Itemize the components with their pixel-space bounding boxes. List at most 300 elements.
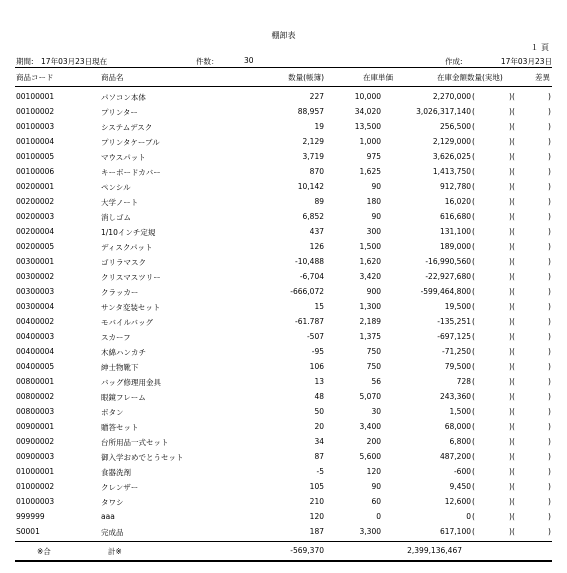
count-label: 件数： (196, 57, 219, 66)
book-quantity: 19 (314, 122, 324, 131)
unit-price: 90 (371, 482, 381, 491)
count-value: 30 (244, 56, 254, 65)
item-code: 00300004 (16, 302, 55, 311)
table-row (0, 479, 567, 494)
inventory-amount: -71,250 (442, 347, 471, 356)
diff-bracket-close: ) (548, 407, 551, 416)
item-name: パソコン本体 (101, 93, 146, 102)
unit-price: 750 (366, 362, 381, 371)
diff-bracket-close: ) (548, 122, 551, 131)
book-quantity: 106 (309, 362, 324, 371)
unit-price: 180 (366, 197, 381, 206)
unit-price: 90 (371, 182, 381, 191)
table-row (0, 224, 567, 239)
inventory-amount: 19,500 (444, 302, 471, 311)
book-quantity: 10,142 (297, 182, 324, 191)
inventory-amount: 487,200 (439, 452, 471, 461)
item-name: クリスマスツリー (101, 273, 161, 282)
item-code: 00900003 (16, 452, 55, 461)
amount-bracket-open: ( (472, 362, 475, 371)
inventory-amount: 12,600 (444, 497, 471, 506)
col-header-code: 商品コード (16, 73, 54, 82)
item-code: 00100004 (16, 137, 55, 146)
amount-bracket-open: ( (472, 512, 475, 521)
diff-bracket-close: ) (548, 512, 551, 521)
inventory-amount: 3,626,025 (432, 152, 471, 161)
inventory-amount: -697,125 (437, 332, 471, 341)
item-name: 消しゴム (101, 213, 131, 222)
item-name: サンタ変装セット (101, 303, 161, 312)
diff-bracket-close: ) (548, 452, 551, 461)
amount-bracket-open: ( (472, 407, 475, 416)
amount-bracket-open: ( (472, 317, 475, 326)
unit-price: 3,300 (359, 527, 381, 536)
actual-qty-bracket-close: ) (509, 362, 512, 371)
diff-bracket-open: ( (512, 107, 515, 116)
book-quantity: 15 (314, 302, 324, 311)
item-code: 00100001 (16, 92, 55, 101)
diff-bracket-close: ) (548, 257, 551, 266)
diff-bracket-close: ) (548, 302, 551, 311)
diff-bracket-open: ( (512, 182, 515, 191)
diff-bracket-open: ( (512, 212, 515, 221)
diff-bracket-open: ( (512, 347, 515, 356)
book-quantity: -10,488 (295, 257, 324, 266)
amount-bracket-open: ( (472, 452, 475, 461)
period: 期間: 17年03月23日現在 (16, 57, 108, 66)
item-code: 00800001 (16, 377, 55, 386)
actual-qty-bracket-close: ) (509, 392, 512, 401)
amount-bracket-open: ( (472, 257, 475, 266)
item-name: クラッカー (101, 288, 139, 297)
table-row (0, 269, 567, 284)
unit-price: 120 (366, 467, 381, 476)
inventory-amount: 1,413,750 (432, 167, 471, 176)
book-quantity: -6,704 (299, 272, 324, 281)
item-code: 00300002 (16, 272, 55, 281)
item-code: 00200004 (16, 227, 55, 236)
actual-qty-bracket-close: ) (509, 467, 512, 476)
item-name: バッグ修理用金具 (101, 378, 161, 387)
unit-price: 3,420 (359, 272, 381, 281)
book-quantity: 187 (309, 527, 324, 536)
amount-bracket-open: ( (472, 347, 475, 356)
diff-bracket-open: ( (512, 137, 515, 146)
amount-bracket-open: ( (472, 167, 475, 176)
inventory-amount: 728 (456, 377, 471, 386)
total-qty: -569,370 (290, 546, 324, 555)
diff-bracket-close: ) (548, 437, 551, 446)
amount-bracket-open: ( (472, 377, 475, 386)
amount-bracket-open: ( (472, 302, 475, 311)
amount-bracket-open: ( (472, 227, 475, 236)
item-code: 01000001 (16, 467, 55, 476)
table-row (0, 374, 567, 389)
book-quantity: 6,852 (302, 212, 324, 221)
amount-bracket-open: ( (472, 137, 475, 146)
item-name: 台所用品一式セット (101, 438, 169, 447)
item-code: 00300003 (16, 287, 55, 296)
item-code: 00200003 (16, 212, 55, 221)
unit-price: 30 (371, 407, 381, 416)
unit-price: 1,000 (359, 137, 381, 146)
table-row (0, 164, 567, 179)
diff-bracket-open: ( (512, 497, 515, 506)
table-row (0, 524, 567, 539)
item-code: 00200002 (16, 197, 55, 206)
item-name: ディスクパット (101, 243, 153, 252)
diff-bracket-open: ( (512, 362, 515, 371)
unit-price: 750 (366, 347, 381, 356)
diff-bracket-open: ( (512, 257, 515, 266)
item-code: 00800002 (16, 392, 55, 401)
unit-price: 200 (366, 437, 381, 446)
book-quantity: 227 (309, 92, 324, 101)
unit-price: 1,620 (359, 257, 381, 266)
item-code: 00800003 (16, 407, 55, 416)
diff-bracket-open: ( (512, 437, 515, 446)
book-quantity: -507 (306, 332, 324, 341)
diff-bracket-close: ) (548, 212, 551, 221)
diff-bracket-close: ) (548, 197, 551, 206)
inventory-amount: 243,360 (439, 392, 471, 401)
actual-qty-bracket-close: ) (509, 497, 512, 506)
actual-qty-bracket-close: ) (509, 482, 512, 491)
inventory-amount: 617,100 (439, 527, 471, 536)
book-quantity: 120 (309, 512, 324, 521)
total-label-left: ※合 (37, 547, 51, 556)
diff-bracket-close: ) (548, 422, 551, 431)
amount-bracket-open: ( (472, 122, 475, 131)
total-amount: 2,399,136,467 (407, 546, 462, 555)
diff-bracket-open: ( (512, 482, 515, 491)
actual-qty-bracket-close: ) (509, 512, 512, 521)
diff-bracket-open: ( (512, 152, 515, 161)
diff-bracket-close: ) (548, 497, 551, 506)
amount-bracket-open: ( (472, 107, 475, 116)
item-code: 00900001 (16, 422, 55, 431)
unit-price: 56 (371, 377, 381, 386)
table-row (0, 359, 567, 374)
item-code: 00200005 (16, 242, 55, 251)
item-name: 御入学おめでとうセット (101, 453, 184, 462)
table-row (0, 464, 567, 479)
item-code: 01000003 (16, 497, 55, 506)
actual-qty-bracket-close: ) (509, 152, 512, 161)
item-name: キーボードカバー (101, 168, 161, 177)
table-row (0, 194, 567, 209)
actual-qty-bracket-close: ) (509, 137, 512, 146)
book-quantity: -5 (316, 467, 324, 476)
item-name: 紳士物靴下 (101, 363, 139, 372)
item-code: S0001 (16, 527, 40, 536)
inventory-amount: -16,990,560 (425, 257, 471, 266)
actual-qty-bracket-close: ) (509, 287, 512, 296)
item-code: 999999 (16, 512, 45, 521)
diff-bracket-close: ) (548, 92, 551, 101)
actual-qty-bracket-close: ) (509, 302, 512, 311)
inventory-amount: 2,270,000 (432, 92, 471, 101)
item-code: 00400004 (16, 347, 55, 356)
actual-qty-bracket-close: ) (509, 317, 512, 326)
item-code: 00100003 (16, 122, 55, 131)
table-row (0, 509, 567, 524)
diff-bracket-close: ) (548, 347, 551, 356)
inventory-amount: 616,680 (439, 212, 471, 221)
inventory-amount: 256,500 (439, 122, 471, 131)
header-top-rule (15, 67, 552, 68)
unit-price: 300 (366, 227, 381, 236)
book-quantity: 2,129 (302, 137, 324, 146)
table-row (0, 149, 567, 164)
book-quantity: 50 (314, 407, 324, 416)
inventory-amount: 0 (466, 512, 471, 521)
inventory-amount: 189,000 (439, 242, 471, 251)
diff-bracket-open: ( (512, 467, 515, 476)
book-quantity: 105 (309, 482, 324, 491)
diff-bracket-close: ) (548, 227, 551, 236)
item-name: ゴリラマスク (101, 258, 146, 267)
amount-bracket-open: ( (472, 182, 475, 191)
item-code: 00400005 (16, 362, 55, 371)
created-label: 作成: (445, 57, 463, 66)
actual-qty-bracket-close: ) (509, 182, 512, 191)
item-code: 00300001 (16, 257, 55, 266)
unit-price: 60 (371, 497, 381, 506)
amount-bracket-open: ( (472, 422, 475, 431)
table-row (0, 239, 567, 254)
table-row (0, 419, 567, 434)
table-row (0, 254, 567, 269)
diff-bracket-close: ) (548, 392, 551, 401)
book-quantity: 437 (309, 227, 324, 236)
table-row (0, 389, 567, 404)
diff-bracket-close: ) (548, 242, 551, 251)
amount-bracket-open: ( (472, 287, 475, 296)
col-header-actual-qty: 数量(実地) (467, 73, 503, 82)
diff-bracket-close: ) (548, 467, 551, 476)
book-quantity: 89 (314, 197, 324, 206)
col-header-unit-price: 在庫単価 (363, 73, 393, 82)
table-row (0, 209, 567, 224)
table-row (0, 344, 567, 359)
diff-bracket-open: ( (512, 317, 515, 326)
unit-price: 5,070 (359, 392, 381, 401)
unit-price: 900 (366, 287, 381, 296)
item-name: ペンシル (101, 183, 131, 192)
book-quantity: -666,072 (290, 287, 324, 296)
inventory-amount: 3,026,317,140 (416, 107, 471, 116)
table-row (0, 104, 567, 119)
item-code: 00900002 (16, 437, 55, 446)
total-bottom-rule (15, 560, 552, 562)
inventory-amount: 6,800 (449, 437, 471, 446)
table-row (0, 314, 567, 329)
table-row (0, 89, 567, 104)
book-quantity: 126 (309, 242, 324, 251)
diff-bracket-open: ( (512, 422, 515, 431)
amount-bracket-open: ( (472, 527, 475, 536)
unit-price: 975 (366, 152, 381, 161)
item-name: クレンザー (101, 483, 139, 492)
item-name: 1/10インチ定規 (101, 228, 156, 237)
item-name: プリンター (101, 108, 138, 117)
table-row (0, 284, 567, 299)
diff-bracket-open: ( (512, 167, 515, 176)
item-name: タワシ (101, 498, 124, 507)
diff-bracket-close: ) (548, 362, 551, 371)
actual-qty-bracket-close: ) (509, 242, 512, 251)
inventory-amount: 9,450 (449, 482, 471, 491)
table-row (0, 449, 567, 464)
book-quantity: -61.787 (295, 317, 324, 326)
diff-bracket-close: ) (548, 152, 551, 161)
table-row (0, 134, 567, 149)
diff-bracket-close: ) (548, 332, 551, 341)
unit-price: 1,500 (359, 242, 381, 251)
book-quantity: 3,719 (302, 152, 324, 161)
item-name: システムデスク (101, 123, 153, 132)
diff-bracket-open: ( (512, 527, 515, 536)
item-name: ボタン (101, 408, 124, 417)
actual-qty-bracket-close: ) (509, 437, 512, 446)
amount-bracket-open: ( (472, 212, 475, 221)
header-bottom-rule (15, 86, 552, 87)
actual-qty-bracket-close: ) (509, 257, 512, 266)
book-quantity: 48 (314, 392, 324, 401)
inventory-amount: -22,927,680 (425, 272, 471, 281)
actual-qty-bracket-close: ) (509, 122, 512, 131)
item-code: 00400002 (16, 317, 55, 326)
amount-bracket-open: ( (472, 332, 475, 341)
unit-price: 10,000 (354, 92, 381, 101)
table-row (0, 299, 567, 314)
diff-bracket-open: ( (512, 197, 515, 206)
table-row (0, 434, 567, 449)
book-quantity: 88,957 (297, 107, 324, 116)
actual-qty-bracket-close: ) (509, 167, 512, 176)
unit-price: 5,600 (359, 452, 381, 461)
col-header-qty: 数量(帳簿) (288, 73, 324, 82)
item-name: 木綿ハンカチ (101, 348, 146, 357)
amount-bracket-open: ( (472, 497, 475, 506)
item-name: マウスパット (101, 153, 146, 162)
diff-bracket-close: ) (548, 287, 551, 296)
unit-price: 1,375 (359, 332, 381, 341)
inventory-amount: -135,251 (437, 317, 471, 326)
diff-bracket-close: ) (548, 377, 551, 386)
amount-bracket-open: ( (472, 152, 475, 161)
item-code: 00400003 (16, 332, 55, 341)
inventory-amount: 2,129,000 (432, 137, 471, 146)
diff-bracket-close: ) (548, 272, 551, 281)
table-row (0, 329, 567, 344)
inventory-amount: 79,500 (444, 362, 471, 371)
diff-bracket-open: ( (512, 377, 515, 386)
diff-bracket-open: ( (512, 287, 515, 296)
actual-qty-bracket-close: ) (509, 107, 512, 116)
actual-qty-bracket-close: ) (509, 452, 512, 461)
inventory-amount: 131,100 (439, 227, 471, 236)
actual-qty-bracket-close: ) (509, 377, 512, 386)
item-name: 贈答セット (101, 423, 139, 432)
inventory-amount: -600 (453, 467, 471, 476)
diff-bracket-open: ( (512, 227, 515, 236)
unit-price: 90 (371, 212, 381, 221)
actual-qty-bracket-close: ) (509, 527, 512, 536)
amount-bracket-open: ( (472, 467, 475, 476)
actual-qty-bracket-close: ) (509, 197, 512, 206)
diff-bracket-open: ( (512, 392, 515, 401)
item-name: 眼鏡フレーム (101, 393, 146, 402)
actual-qty-bracket-close: ) (509, 332, 512, 341)
book-quantity: -95 (311, 347, 324, 356)
unit-price: 34,020 (354, 107, 381, 116)
diff-bracket-open: ( (512, 302, 515, 311)
report-title: 棚卸表 (271, 31, 296, 40)
item-name: aaa (101, 512, 115, 521)
item-name: 完成品 (101, 528, 124, 537)
book-quantity: 20 (314, 422, 324, 431)
unit-price: 13,500 (354, 122, 381, 131)
diff-bracket-close: ) (548, 167, 551, 176)
table-row (0, 179, 567, 194)
item-code: 00200001 (16, 182, 55, 191)
diff-bracket-close: ) (548, 527, 551, 536)
actual-qty-bracket-close: ) (509, 422, 512, 431)
inventory-amount: 1,500 (449, 407, 471, 416)
col-header-name: 商品名 (101, 73, 124, 82)
table-row (0, 404, 567, 419)
actual-qty-bracket-close: ) (509, 212, 512, 221)
item-code: 00100002 (16, 107, 55, 116)
item-name: スカーフ (101, 333, 131, 342)
item-name: プリンタケーブル (101, 138, 160, 147)
diff-bracket-open: ( (512, 407, 515, 416)
diff-bracket-close: ) (548, 182, 551, 191)
diff-bracket-close: ) (548, 482, 551, 491)
book-quantity: 34 (314, 437, 324, 446)
item-code: 00100006 (16, 167, 55, 176)
unit-price: 3,400 (359, 422, 381, 431)
book-quantity: 13 (314, 377, 324, 386)
total-label-right: 計※ (108, 547, 122, 556)
inventory-amount: 912,780 (439, 182, 471, 191)
amount-bracket-open: ( (472, 242, 475, 251)
diff-bracket-close: ) (548, 107, 551, 116)
table-row (0, 119, 567, 134)
diff-bracket-open: ( (512, 122, 515, 131)
item-code: 01000002 (16, 482, 55, 491)
amount-bracket-open: ( (472, 272, 475, 281)
item-name: 大学ノート (101, 198, 139, 207)
unit-price: 0 (376, 512, 381, 521)
created-date: 17年03月23日 (500, 57, 552, 66)
book-quantity: 870 (309, 167, 324, 176)
actual-qty-bracket-close: ) (509, 272, 512, 281)
amount-bracket-open: ( (472, 482, 475, 491)
col-header-diff: 差異 (535, 73, 550, 82)
item-name: 食器洗剤 (101, 468, 131, 477)
actual-qty-bracket-close: ) (509, 92, 512, 101)
inventory-amount: 68,000 (444, 422, 471, 431)
inventory-amount: 16,020 (444, 197, 471, 206)
unit-price: 2,189 (359, 317, 381, 326)
table-row (0, 494, 567, 509)
diff-bracket-open: ( (512, 272, 515, 281)
item-name: モバイルバッグ (101, 318, 153, 327)
page-number: １ 頁 (530, 43, 549, 52)
